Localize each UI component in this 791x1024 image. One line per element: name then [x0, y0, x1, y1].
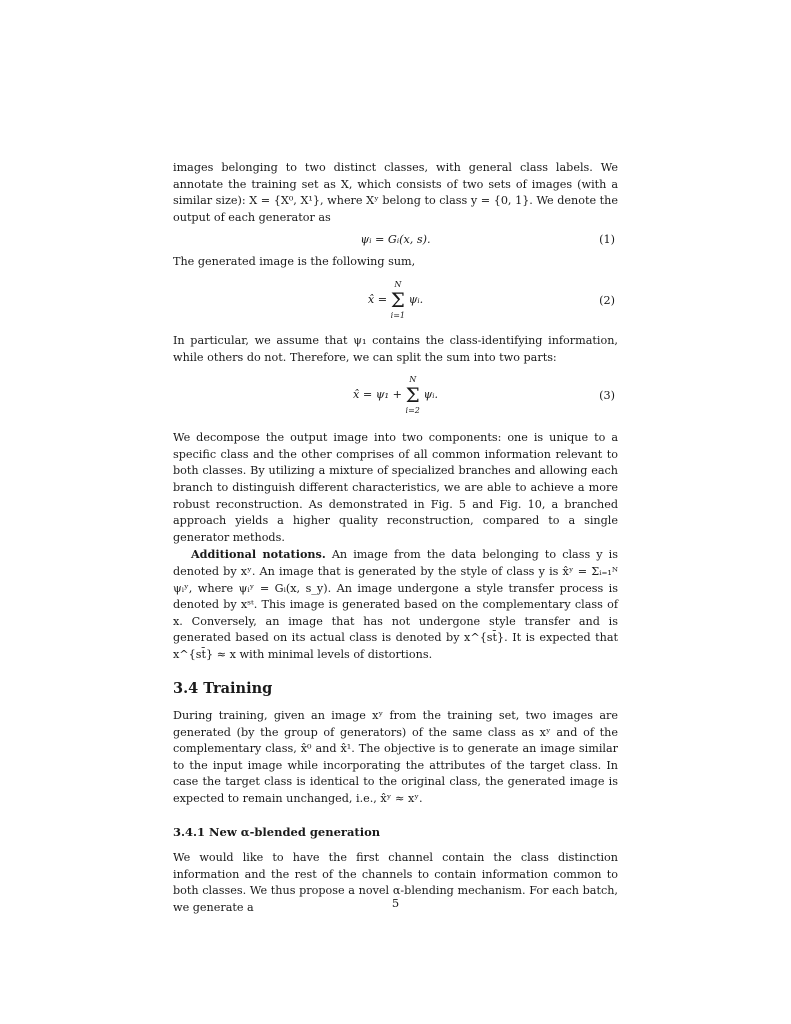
equation-1-number: (1): [599, 233, 615, 247]
sum-symbol: N Σ i=2: [405, 375, 420, 416]
paragraph-decompose: We decompose the output image into two components: one is unique to a specific class and the other comprises of all common information relevant to both classes. By utilizing a mixture of specialized branches and allowing each branch to distinguish different characteristics, we are able to achieve a more robust reconstruction. As demonstrated in Fig. 5 and Fig. 10, a branched approach yields a higher quality reconstruction, compared to a single generator methods.: [173, 431, 618, 544]
sum-upper-limit: N: [409, 375, 417, 385]
equation-3-lhs: x̂ = ψ₁ +: [352, 388, 406, 402]
paragraph-notations: [173, 546, 618, 663]
paper-body: [173, 160, 618, 917]
subsection-heading-alpha-blended: 3.4.1 New α-blended generation: [173, 824, 381, 839]
sum-upper-limit: N: [394, 279, 402, 289]
page-number: 5: [391, 896, 400, 910]
equation-2-rhs: ψᵢ.: [408, 292, 424, 306]
equation-3-rhs: ψᵢ.: [423, 388, 439, 402]
equation-1-body: ψᵢ = Gᵢ(x, s).: [360, 233, 431, 247]
equation-2: [173, 279, 618, 325]
sum-lower-limit: i=1: [390, 310, 405, 320]
equation-2-lhs: x̂ =: [367, 292, 391, 306]
paragraph-sum-intro: The generated image is the following sum,: [173, 255, 416, 269]
paragraph-alpha-blending: We would like to have the first channel contain the class distinction information and the rest of the channels to contain information common to both classes. We thus propose a novel α-blending mechanism. For each batch, we generate a: [173, 851, 618, 914]
sum-lower-limit: i=2: [405, 406, 420, 416]
equation-2-number: (2): [599, 293, 615, 307]
equation-1: [173, 232, 618, 250]
section-heading-training: 3.4 Training: [173, 680, 273, 698]
notations-text: An image from the data belonging to class y is denoted by xʸ. An image that is generated by the style of class y is x̂ʸ = Σᵢ₌₁ᴺ ψᵢʸ, where ψᵢʸ = Gᵢ(x, s_y). An image undergone a style transfer process is denoted by xˢᵗ. This image is generated based on the complementary class of x. Conversely, an image that has not undergone style transfer and is generated based on its actual class is denoted by x^{st̄}. It is expected that x^{st̄} ≈ x with minimal levels of distortions.: [173, 548, 619, 661]
notations-heading: Additional notations.: [191, 547, 326, 562]
equation-3-number: (3): [599, 389, 615, 403]
paragraph-training: During training, given an image xʸ from the training set, two images are generated (by the group of generators) of the same class as xʸ and of the complementary class, x̂⁰ and x̂¹. The objective is to generate an image similar to the input image while incorporating the attributes of the target class. In case the target class is identical to the original class, the generated image is expected to remain unchanged, i.e., x̂ʸ ≈ xʸ.: [173, 709, 618, 806]
sum-symbol: N Σ i=1: [390, 279, 405, 320]
equation-3: [173, 374, 618, 420]
paragraph-intro: images belonging to two distinct classes, with general class labels. We annotate the training set as X, which consists of two sets of images (with a similar size): X = {X⁰, X¹}, where Xʸ belong to class y = {0, 1}. We denote the output of each generator as: [173, 161, 618, 224]
paragraph-split: In particular, we assume that ψ₁ contains the class-identifying information, while others do not. Therefore, we can split the sum into two parts:: [173, 333, 618, 364]
